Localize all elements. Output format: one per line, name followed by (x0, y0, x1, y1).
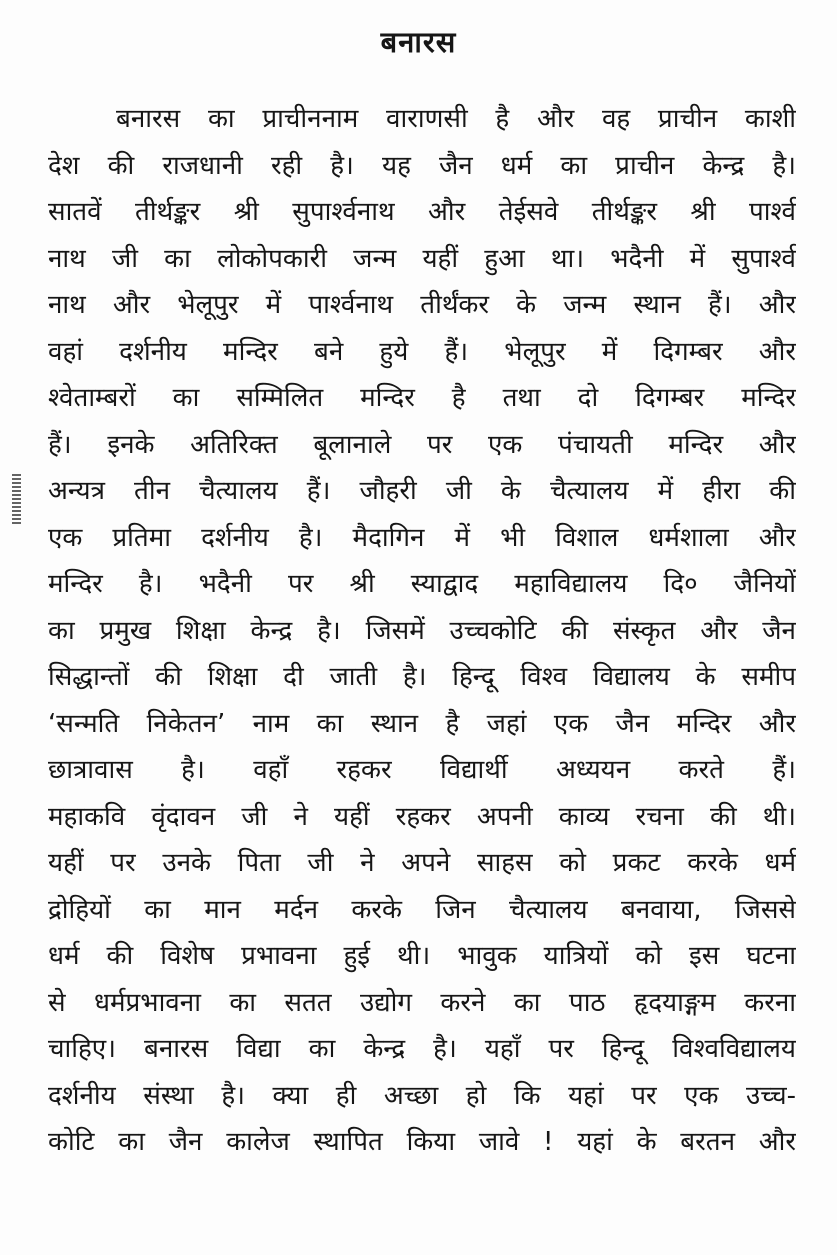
text-line: यहीं पर उनके पिता जी ने अपने साहस को प्रकट करके धर्म (48, 848, 796, 878)
text-line: से धर्मप्रभावना का सतत उद्योग करने का पाठ हृदयाङ्गम करना (48, 987, 796, 1018)
text-line: छात्रावास है। वहाँ रहकर विद्यार्थी अध्ययन करते हैं। (48, 755, 796, 785)
text-line: कोटि का जैन कालेज स्थापित किया जावे ! यहां के बरतन और (48, 1127, 796, 1157)
text-line: वहां दर्शनीय मन्दिर बने हुये हैं। भेलूपुर में दिगम्बर और (48, 336, 796, 367)
text-line: चाहिए। बनारस विद्या का केन्द्र है। यहाँ पर हिन्दू विश्वविद्यालय (48, 1034, 796, 1064)
text-line: महाकवि वृंदावन जी ने यहीं रहकर अपनी काव्य रचना की थी। (48, 801, 796, 832)
text-line: का प्रमुख शिक्षा केन्द्र है। जिसमें उच्चकोटि की संस्कृत और जैन (48, 615, 796, 646)
text-line: नाथ और भेलूपुर में पार्श्वनाथ तीर्थंकर के जन्म स्थान हैं। और (48, 290, 796, 320)
text-line: अन्यत्र तीन चैत्यालय हैं। जौहरी जी के चैत्यालय में हीरा की (48, 476, 796, 506)
text-line: ‘सन्मति निकेतन’ नाम का स्थान है जहां एक जैन मन्दिर और (48, 708, 796, 739)
body-text (48, 96, 796, 1166)
text-line: श्वेताम्बरों का सम्मिलित मन्दिर है तथा दो दिगम्बर मन्दिर (48, 383, 796, 413)
binding-mark (12, 474, 21, 524)
text-line: एक प्रतिमा दर्शनीय है। मैदागिन में भी विशाल धर्मशाला और (48, 522, 796, 553)
text-line: हैं। इनके अतिरिक्त बूलानाले पर एक पंचायती मन्दिर और (48, 429, 796, 460)
text-line: सिद्धान्तों की शिक्षा दी जाती है। हिन्दू विश्व विद्यालय के समीप (48, 662, 796, 692)
text-line: नाथ जी का लोकोपकारी जन्म यहीं हुआ था। भदैनी में सुपार्श्व (48, 243, 796, 274)
text-line: द्रोहियों का मान मर्दन करके जिन चैत्यालय बनवाया, जिससे (48, 894, 796, 925)
text-line: बनारस का प्राचीननाम वाराणसी है और वह प्राचीन काशी (116, 104, 796, 134)
text-line: धर्म की विशेष प्रभावना हुई थी। भावुक यात्रियों को इस घटना (48, 941, 796, 971)
text-line: सातवें तीर्थङ्कर श्री सुपार्श्वनाथ और तेईसवे तीर्थङ्कर श्री पार्श्व (48, 197, 796, 227)
text-line: दर्शनीय संस्था है। क्या ही अच्छा हो कि यहां पर एक उच्च- (48, 1080, 796, 1111)
text-line: मन्दिर है। भदैनी पर श्री स्याद्वाद महाविद्यालय दि० जैनियों (48, 569, 796, 599)
page-title: बनारस (380, 25, 457, 59)
text-line: देश की राजधानी रही है। यह जैन धर्म का प्राचीन केन्द्र है। (48, 150, 796, 181)
